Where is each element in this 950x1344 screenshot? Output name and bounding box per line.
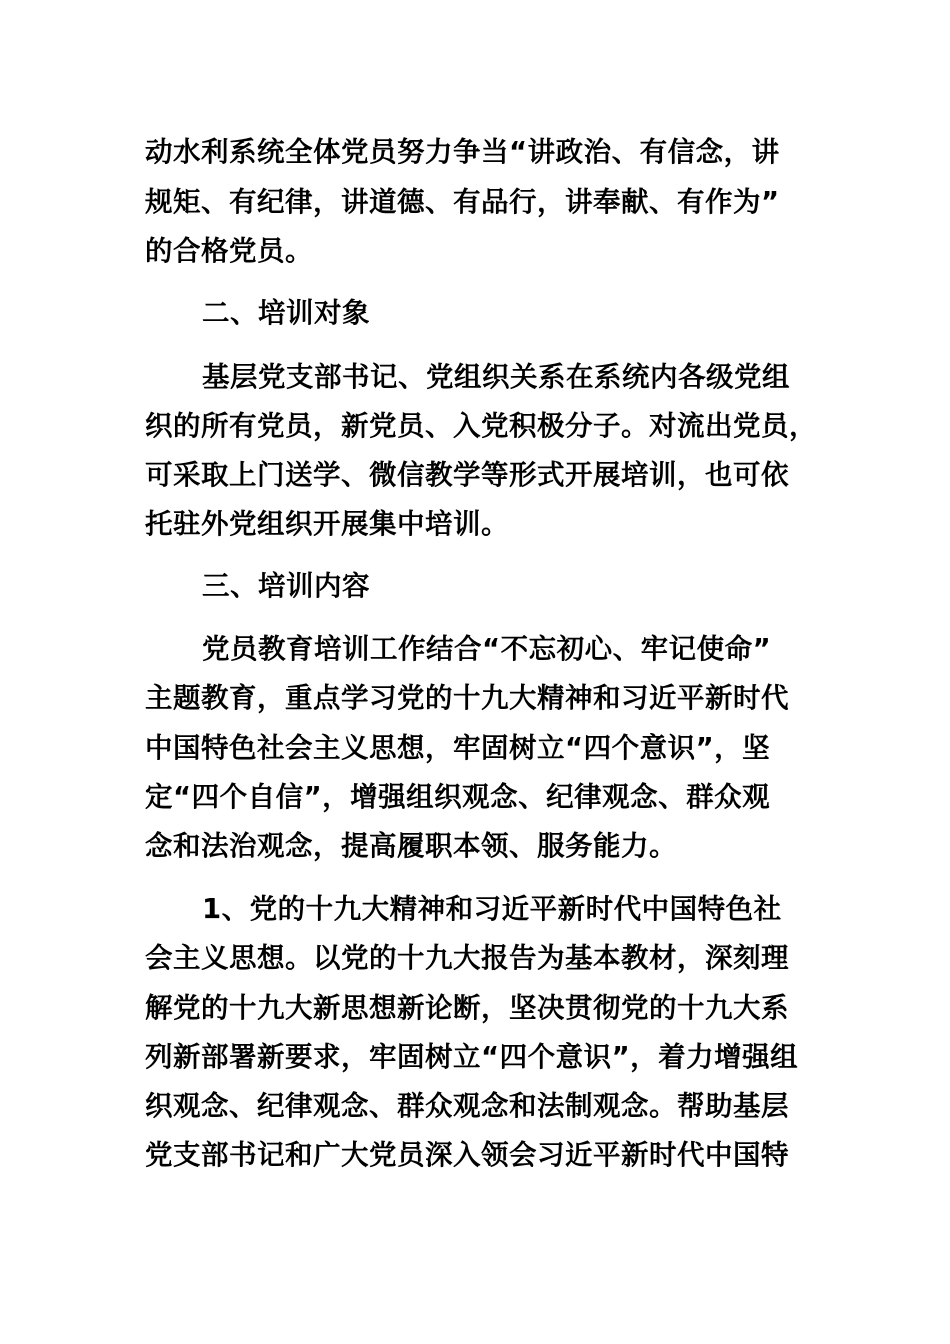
section-heading: 二、培训对象 [202,297,370,329]
text-line: 1、党的十九大精神和习近平新时代中国特色社 [202,893,782,925]
text-line: 中国特色社会主义思想，牢固树立“四个意识”，坚 [145,732,771,764]
section-heading: 三、培训内容 [202,570,370,602]
text-line: 会主义思想。以党的十九大报告为基本教材，深刻理 [145,942,789,974]
text-line: 动水利系统全体党员努力争当“讲政治、有信念，讲 [145,136,780,168]
text-line: 念和法治观念，提高履职本领、服务能力。 [145,830,677,862]
text-line: 主题教育，重点学习党的十九大精神和习近平新时代 [145,682,789,714]
text-line: 党员教育培训工作结合“不忘初心、牢记使命” [202,633,772,665]
text-line: 托驻外党组织开展集中培训。 [145,508,509,540]
text-line: 列新部署新要求，牢固树立“四个意识”，着力增强组 [145,1041,799,1073]
text-line: 规矩、有纪律，讲道德、有品行，讲奉献、有作为” [145,186,780,218]
text-line: 织观念、纪律观念、群众观念和法制观念。帮助基层 [145,1090,789,1122]
text-line: 党支部书记和广大党员深入领会习近平新时代中国特 [145,1139,789,1171]
text-line: 基层党支部书记、党组织关系在系统内各级党组 [202,361,790,393]
text-line: 定“四个自信”，增强组织观念、纪律观念、群众观 [145,781,771,813]
text-line: 的合格党员。 [145,235,313,267]
text-line: 解党的十九大新思想新论断，坚决贯彻党的十九大系 [145,992,789,1024]
text-line: 织的所有党员，新党员、入党积极分子。对流出党员， [145,410,817,442]
text-line: 可采取上门送学、微信教学等形式开展培训，也可依 [145,459,789,491]
